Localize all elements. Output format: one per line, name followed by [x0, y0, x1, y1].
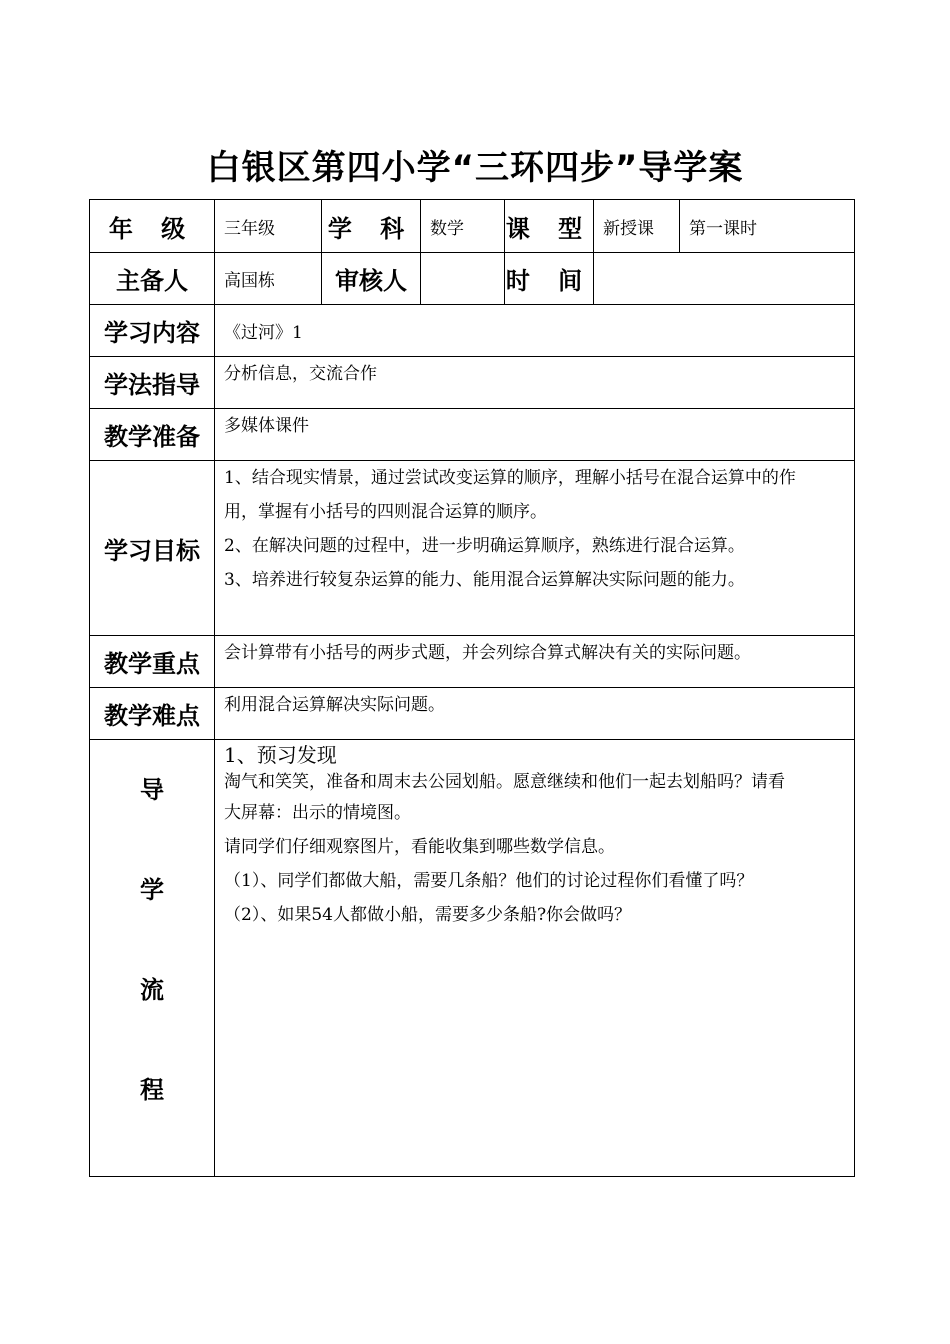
flow-label [90, 740, 215, 1177]
row-prep [90, 409, 855, 461]
row-content [90, 305, 855, 357]
page-title: 白银区第四小学“三环四步”导学案 [206, 148, 744, 188]
row-preparer [90, 253, 855, 305]
prep-label: 教学准备 [90, 409, 215, 461]
lesson-plan-table [89, 199, 855, 1177]
difficulty-label: 教学难点 [90, 688, 215, 740]
type-value: 新授课 [594, 200, 680, 253]
prep-value: 多媒体课件 [224, 416, 309, 436]
period-value: 第一课时 [680, 200, 855, 253]
subject-value: 数学 [421, 200, 505, 253]
difficulty-value: 利用混合运算解决实际问题。 [224, 695, 445, 715]
reviewer-value [421, 253, 505, 305]
grade-label: 年 级 [90, 200, 215, 253]
grade-value: 三年级 [215, 200, 322, 253]
key-label: 教学重点 [90, 636, 215, 688]
method-value: 分析信息，交流合作 [224, 364, 377, 384]
flow-line: （2）、如果54人都做小船，需要多少条船?你会做吗？ [224, 905, 632, 925]
row-flow [90, 740, 855, 1177]
content-value: 《过河》1 [215, 305, 855, 357]
goal-line: 2、在解决问题的过程中，进一步明确运算顺序，熟练进行混合运算。 [224, 536, 745, 556]
type-label: 课 型 [505, 200, 594, 253]
preparer-label: 主备人 [90, 253, 215, 305]
flow-line: 淘气和笑笑，准备和周末去公园划船。愿意继续和他们一起去划船吗？请看 [224, 772, 785, 792]
subject-label: 学 科 [322, 200, 421, 253]
row-difficulty [90, 688, 855, 740]
flow-line: 请同学们仔细观察图片，看能收集到哪些数学信息。 [224, 837, 615, 857]
flow-label-char: 程 [140, 1076, 164, 1104]
goals-label: 学习目标 [90, 461, 215, 636]
time-value [594, 253, 855, 305]
flow-line: 大屏幕：出示的情境图。 [224, 803, 411, 823]
flow-heading: 1、预习发现 [224, 743, 337, 767]
content-label: 学习内容 [90, 305, 215, 357]
time-label: 时 间 [505, 253, 594, 305]
flow-label-char: 导 [140, 776, 164, 804]
goal-line: 1、结合现实情景，通过尝试改变运算的顺序，理解小括号在混合运算中的作 [224, 468, 796, 488]
row-method [90, 357, 855, 409]
key-value: 会计算带有小括号的两步式题，并会列综合算式解决有关的实际问题。 [224, 643, 751, 663]
goal-line: 用，掌握有小括号的四则混合运算的顺序。 [224, 502, 547, 522]
goal-line: 3、培养进行较复杂运算的能力、能用混合运算解决实际问题的能力。 [224, 570, 745, 590]
flow-label-char: 学 [140, 876, 164, 904]
row-key-point [90, 636, 855, 688]
flow-line: （1）、同学们都做大船，需要几条船？他们的讨论过程你们看懂了吗？ [224, 871, 754, 891]
preparer-value: 高国栋 [215, 253, 322, 305]
reviewer-label: 审核人 [322, 253, 421, 305]
row-grade [90, 200, 855, 253]
flow-label-char: 流 [140, 976, 164, 1004]
row-goals [90, 461, 855, 636]
method-label: 学法指导 [90, 357, 215, 409]
